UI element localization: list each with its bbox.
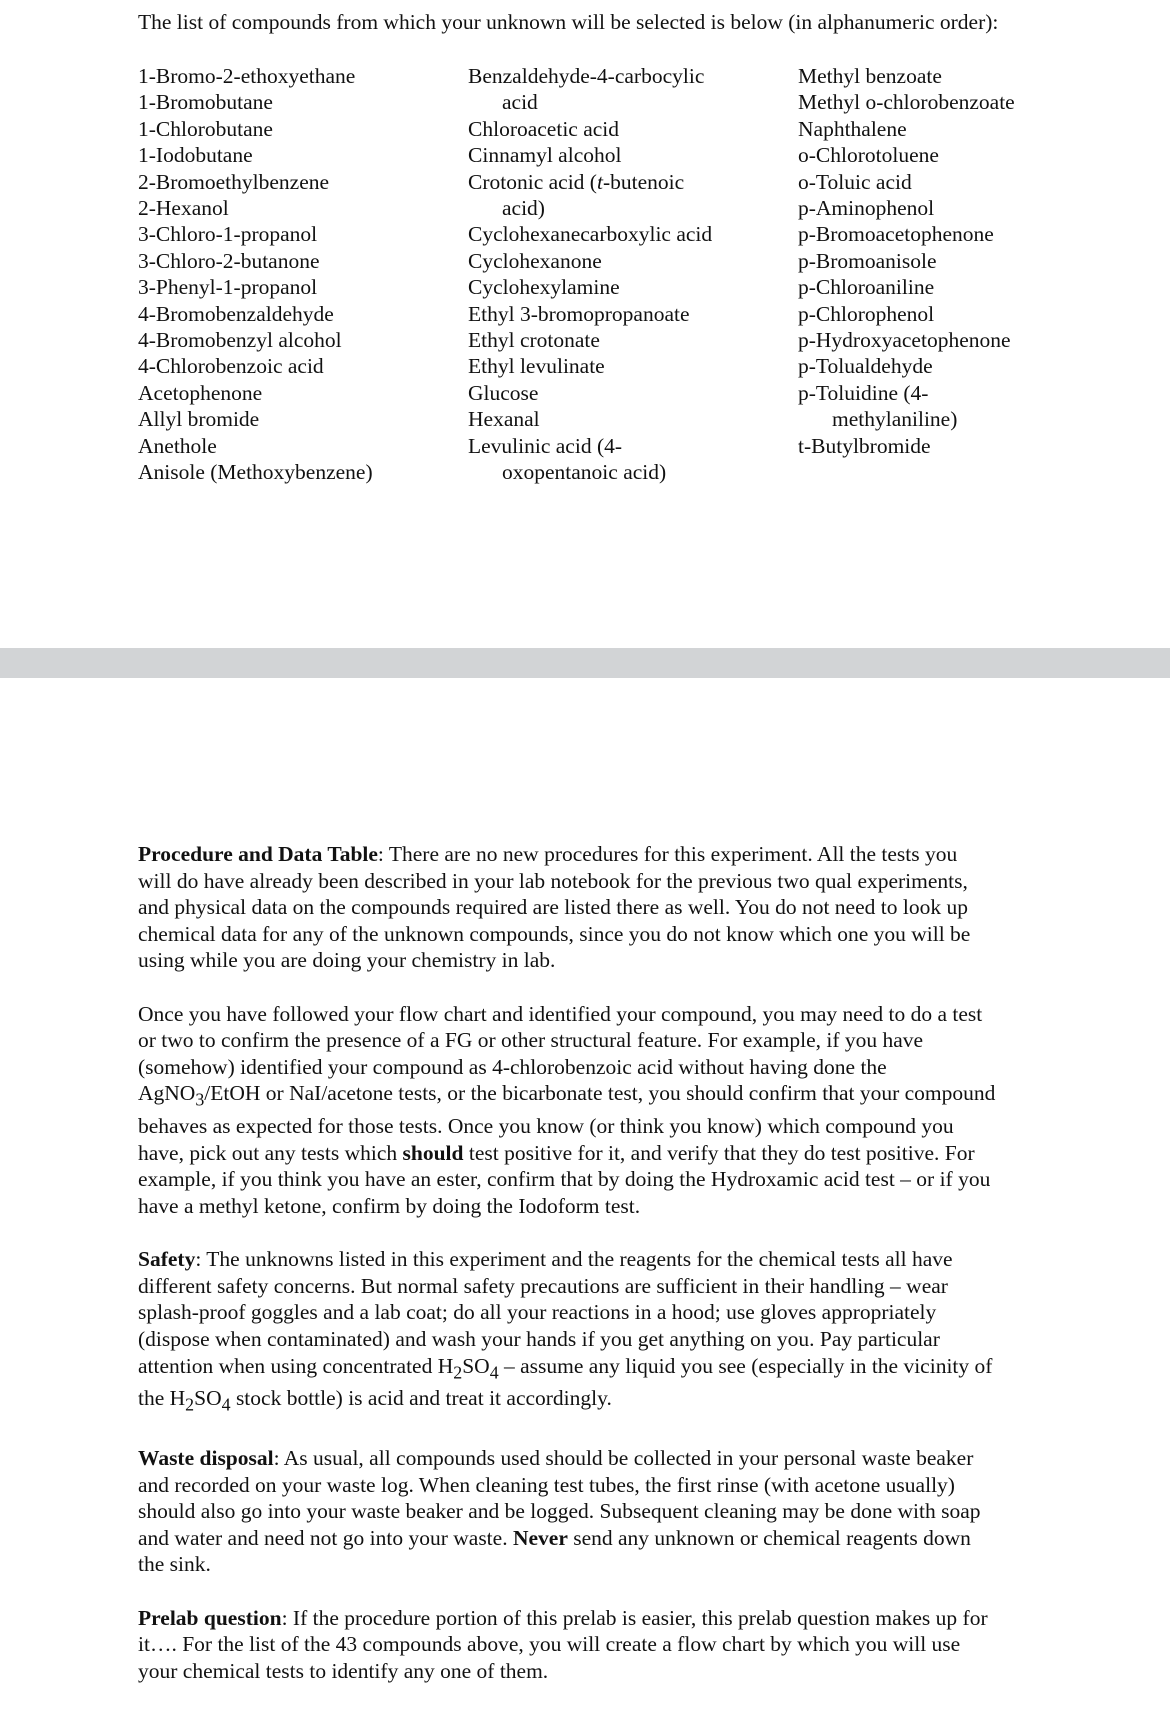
- text-line: [138, 1605, 1058, 1632]
- bold-emphasis: Never: [512, 1525, 568, 1550]
- compound-item-continuation: acid: [502, 90, 538, 115]
- compound-item: Ethyl 3-bromopropanoate: [468, 301, 690, 326]
- compound-item: 4-Bromobenzaldehyde: [138, 301, 334, 326]
- compound-text: -butenoic: [602, 169, 685, 194]
- compound-item: p-Chlorophenol: [798, 301, 935, 326]
- compound-item-continuation: methylaniline): [832, 407, 958, 432]
- compound-column-1: [138, 63, 458, 486]
- section-heading: Procedure and Data Table: [138, 842, 378, 866]
- compound-item: o-Chlorotoluene: [798, 143, 939, 168]
- text-line: [138, 1140, 1058, 1167]
- text-span: : As usual, all compounds used should be collected in your personal waste beaker: [273, 1445, 974, 1470]
- compound-column-2: [468, 63, 788, 486]
- compound-item: Ethyl crotonate: [468, 328, 600, 353]
- page-break-divider: [0, 648, 1170, 678]
- compound-text-italic: t: [596, 169, 603, 194]
- subscript: 3: [195, 1089, 205, 1110]
- compound-text: Crotonic acid (: [468, 169, 597, 194]
- compound-item: Ethyl levulinate: [468, 354, 605, 379]
- text-span: : There are no new procedures for this experiment. All the tests you: [377, 842, 958, 866]
- compound-item: 1-Iodobutane: [138, 143, 253, 168]
- compound-item: Methyl o-chlorobenzoate: [798, 90, 1015, 115]
- text-line: [138, 1385, 1058, 1418]
- compound-item: Cinnamyl alcohol: [468, 143, 622, 168]
- section-heading: Safety: [138, 1247, 196, 1272]
- compound-item: p-Tolualdehyde: [798, 354, 933, 379]
- compound-item: 2-Bromoethylbenzene: [138, 169, 330, 194]
- text-line: will do have already been described in your lab notebook for the previous two qual experiments,: [138, 868, 968, 893]
- text-span: attention when using concentrated H: [138, 1353, 454, 1378]
- text-span: – assume any liquid you see (especially in the vicinity of: [498, 1353, 993, 1378]
- text-line: different safety concerns. But normal safety precautions are sufficient in their handling – wear: [138, 1273, 948, 1298]
- compound-item-continuation: acid): [502, 196, 545, 221]
- text-span: SO: [462, 1353, 490, 1378]
- compound-item: Chloroacetic acid: [468, 116, 620, 141]
- compound-item: Methyl benzoate: [798, 64, 942, 88]
- compound-item: p-Chloroaniline: [798, 275, 935, 300]
- compound-item: p-Hydroxyacetophenone: [798, 328, 1011, 353]
- text-line: [138, 1353, 1058, 1386]
- text-line: chemical data for any of the unknown compounds, since you do not know which one you will be: [138, 921, 971, 946]
- text-line: should also go into your waste beaker and be logged. Subsequent cleaning may be done with soap: [138, 1499, 981, 1524]
- text-span: : If the procedure portion of this prelab is easier, this prelab question makes up for: [281, 1605, 988, 1630]
- confirmation-section: [138, 1001, 1058, 1220]
- compound-item: Cyclohexanecarboxylic acid: [468, 222, 713, 247]
- subscript: 4: [489, 1361, 499, 1382]
- subscript: 4: [221, 1394, 231, 1415]
- text-span: /EtOH or NaI/acetone tests, or the bicarbonate test, you should confirm that your compound: [204, 1081, 996, 1106]
- waste-disposal-section: [138, 1445, 1058, 1578]
- compound-item: Anethole: [138, 433, 217, 458]
- compound-column-3: [798, 63, 1138, 459]
- text-line: behaves as expected for those tests. Once you know (or think you know) which compound you: [138, 1114, 954, 1139]
- compound-item: Benzaldehyde-4-carbocylic: [468, 64, 705, 88]
- text-line: it…. For the list of the 43 compounds above, you will create a flow chart by which you will use: [138, 1632, 961, 1657]
- compound-item: 1-Bromobutane: [138, 90, 273, 115]
- text-span: and water and need not go into your waste.: [138, 1525, 513, 1550]
- compound-item: 4-Chlorobenzoic acid: [138, 354, 324, 379]
- section-heading: Waste disposal: [138, 1445, 274, 1470]
- text-span: test positive for it, and verify that they do test positive. For: [463, 1140, 975, 1165]
- text-span: : The unknowns listed in this experiment and the reagents for the chemical tests all have: [195, 1247, 953, 1272]
- text-line: or two to confirm the presence of a FG or other structural feature. For example, if you have: [138, 1028, 924, 1053]
- compound-item: 1-Bromo-2-ethoxyethane: [138, 64, 356, 88]
- text-line: using while you are doing your chemistry in lab.: [138, 948, 556, 973]
- text-line: have a methyl ketone, confirm by doing the Iodoform test.: [138, 1194, 641, 1219]
- compound-item: Glucose: [468, 380, 539, 405]
- text-line: [138, 1525, 1058, 1552]
- compound-item: 2-Hexanol: [138, 196, 229, 221]
- text-span: SO: [194, 1386, 222, 1411]
- compound-item: Hexanal: [468, 407, 540, 432]
- procedure-section: [138, 841, 1058, 974]
- compound-item: Anisole (Methoxybenzene): [138, 460, 373, 485]
- compound-item: Allyl bromide: [138, 407, 260, 432]
- compound-item: t-Butylbromide: [798, 433, 931, 458]
- subscript: 2: [185, 1394, 195, 1415]
- text-line: (dispose when contaminated) and wash your hands if you get anything on you. Pay particular: [138, 1326, 940, 1351]
- compound-item: p-Toluidine (4-: [798, 380, 929, 405]
- text-line: [138, 841, 1058, 868]
- compound-item: 1-Chlorobutane: [138, 116, 273, 141]
- bold-emphasis: should: [402, 1140, 464, 1165]
- compound-item: p-Bromoacetophenone: [798, 222, 994, 247]
- text-line: [138, 1445, 1058, 1472]
- text-line: example, if you think you have an ester, confirm that by doing the Hydroxamic acid test – or if you: [138, 1167, 991, 1192]
- compound-item: 3-Chloro-1-propanol: [138, 222, 318, 247]
- compound-item: 3-Phenyl-1-propanol: [138, 275, 318, 300]
- text-span: AgNO: [138, 1081, 196, 1106]
- text-span: have, pick out any tests which: [138, 1140, 403, 1165]
- compound-item: p-Aminophenol: [798, 196, 935, 221]
- text-line: splash-proof goggles and a lab coat; do all your reactions in a hood; use gloves appropriately: [138, 1300, 937, 1325]
- text-line: your chemical tests to identify any one of them.: [138, 1658, 549, 1683]
- compound-item: Naphthalene: [798, 116, 907, 141]
- compound-item: 3-Chloro-2-butanone: [138, 248, 320, 273]
- compound-item: Cyclohexanone: [468, 248, 602, 273]
- safety-section: [138, 1246, 1058, 1418]
- subscript: 2: [453, 1361, 463, 1382]
- compound-item: 4-Bromobenzyl alcohol: [138, 328, 342, 353]
- compound-item-continuation: oxopentanoic acid): [502, 460, 667, 485]
- compound-item: Levulinic acid (4-: [468, 433, 623, 458]
- text-line: (somehow) identified your compound as 4-chlorobenzoic acid without having done the: [138, 1054, 887, 1079]
- text-line: [138, 1080, 1058, 1113]
- instructions-body: [138, 841, 1058, 1711]
- text-span: stock bottle) is acid and treat it accordingly.: [230, 1386, 612, 1411]
- compound-item: Cyclohexylamine: [468, 275, 620, 300]
- text-line: and physical data on the compounds required are listed there as well. You do not need to look up: [138, 895, 968, 920]
- prelab-question-section: [138, 1605, 1058, 1685]
- intro-sentence: The list of compounds from which your unknown will be selected is below (in alphanumeric order):: [138, 10, 999, 34]
- text-line: the sink.: [138, 1552, 211, 1577]
- compound-item: [468, 169, 788, 195]
- text-line: Once you have followed your flow chart and identified your compound, you may need to do a test: [138, 1001, 983, 1026]
- text-span: send any unknown or chemical reagents down: [567, 1525, 971, 1550]
- compound-item: p-Bromoanisole: [798, 248, 937, 273]
- text-line: and recorded on your waste log. When cleaning test tubes, the first rinse (with acetone usually): [138, 1472, 955, 1497]
- compound-item: Acetophenone: [138, 380, 263, 405]
- section-heading: Prelab question: [138, 1605, 282, 1630]
- compound-item: o-Toluic acid: [798, 169, 912, 194]
- text-line: [138, 1246, 1058, 1273]
- text-span: the H: [138, 1386, 186, 1411]
